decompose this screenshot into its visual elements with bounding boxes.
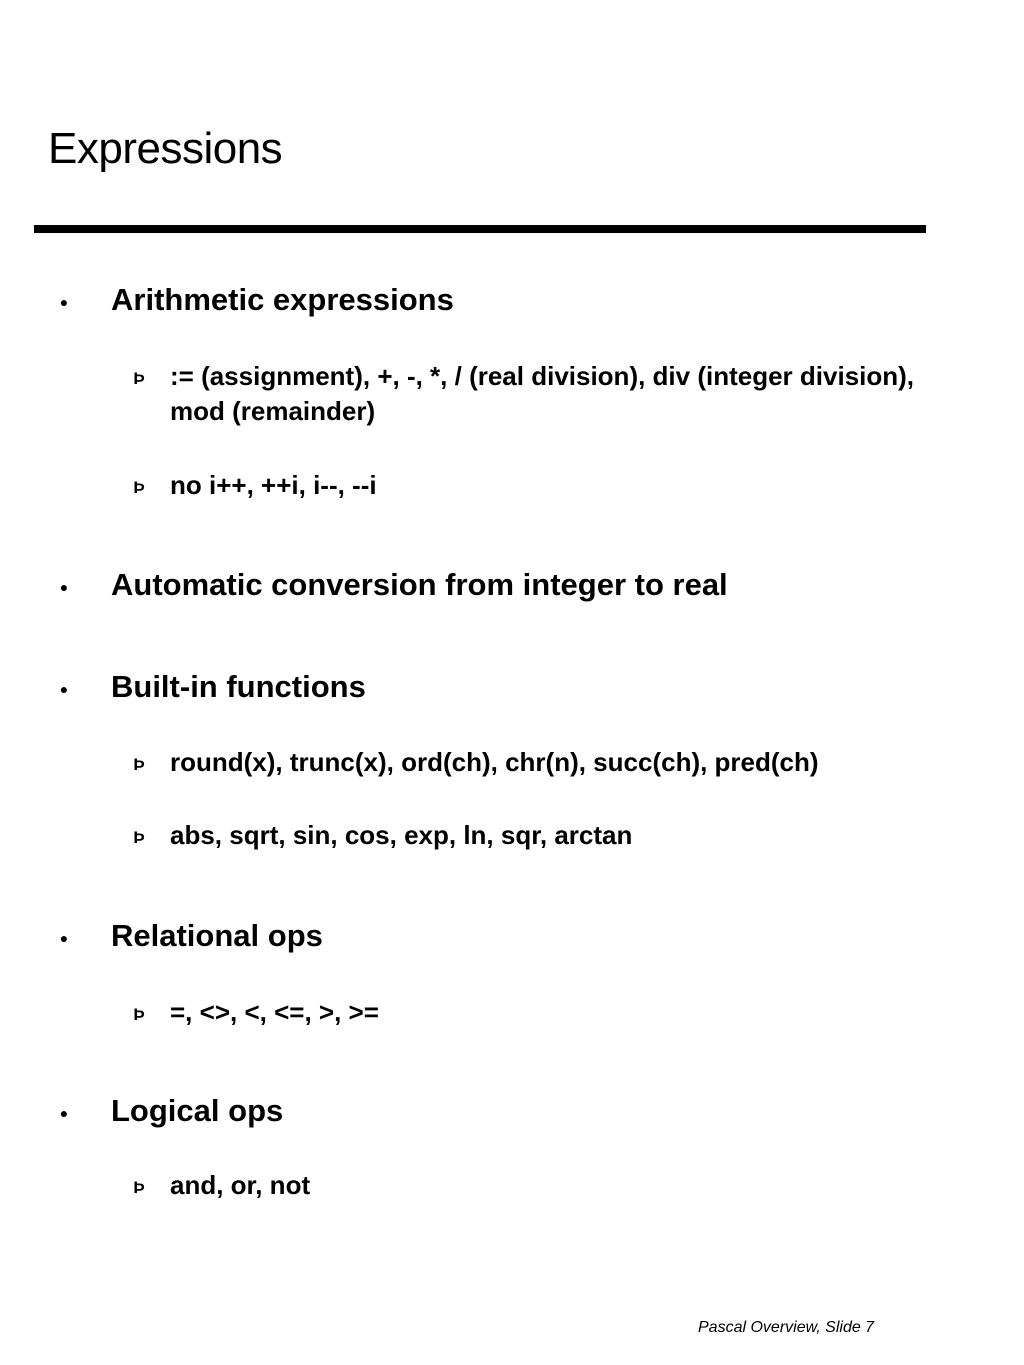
sub-bullet-text: round(x), trunc(x), ord(ch), chr(n), succ(ch), pred(ch) <box>170 747 819 777</box>
sub-bullet-text: no i++, ++i, i--, --i <box>170 470 377 500</box>
bullet-dot-icon: ● <box>59 930 69 946</box>
sub-bullet-icon: Þ <box>133 1005 145 1024</box>
bullet-label: Built-in functions <box>111 669 366 704</box>
sub-bullet-icon: Þ <box>133 1178 145 1197</box>
sub-bullet-text: abs, sqrt, sin, cos, exp, ln, sqr, arctan <box>170 820 633 850</box>
slide-footer: Pascal Overview, Slide 7 <box>698 1319 875 1336</box>
bullet-label: Arithmetic expressions <box>111 282 454 317</box>
slide-title: Expressions <box>48 124 283 173</box>
bullet-label: Relational ops <box>111 918 323 953</box>
sub-bullet-text: and, or, not <box>170 1170 311 1200</box>
bullet-dot-icon: ● <box>59 681 69 697</box>
sub-bullet-icon: Þ <box>133 755 145 774</box>
bullet-dot-icon: ● <box>59 1105 69 1121</box>
sub-bullet-text: =, <>, <, <=, >, >= <box>170 997 379 1027</box>
title-divider <box>34 225 926 233</box>
bullet-label: Logical ops <box>111 1093 284 1128</box>
bullet-dot-icon: ● <box>59 579 69 595</box>
sub-bullet-icon: Þ <box>133 478 145 497</box>
sub-bullet-icon: Þ <box>133 828 145 847</box>
bullet-dot-icon: ● <box>59 294 69 310</box>
sub-bullet-icon: Þ <box>133 369 145 388</box>
sub-bullet-text: := (assignment), +, -, *, / (real division), div (integer division), mod (remainder) <box>170 361 915 426</box>
bullet-label: Automatic conversion from integer to real <box>111 567 728 602</box>
